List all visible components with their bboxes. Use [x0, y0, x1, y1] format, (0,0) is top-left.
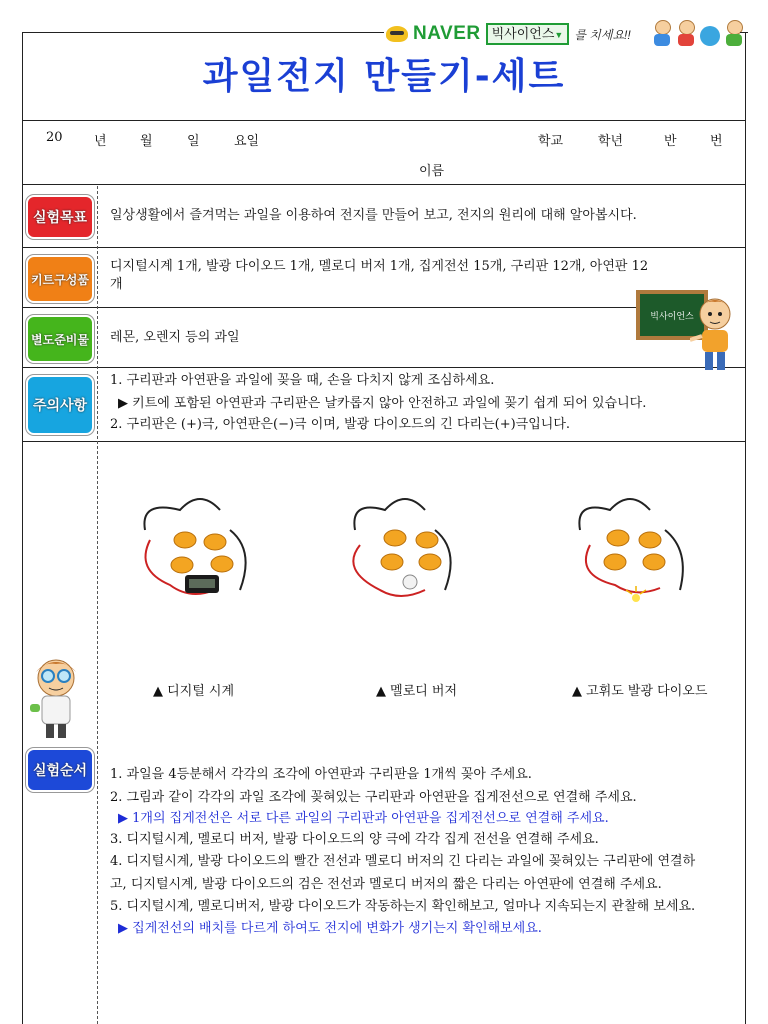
tagline: 를 치세요!! — [574, 27, 631, 42]
kit-text-line2: 개 — [110, 277, 123, 292]
step-1: 1. 과일을 4등분해서 각각의 조각에 아연판과 구리판을 1개씩 꽂아 주세요. — [110, 767, 532, 782]
school-label: 학교 — [538, 134, 564, 149]
naver-logo: NAVER — [413, 23, 481, 44]
caption-led: ▲ 고휘도 발광 다이오드 — [572, 684, 708, 699]
step-4-line2: 고, 디지털시계, 발광 다이오드의 검은 전선과 멜로디 버저의 짧은 다리는 아연판에 연결해 주세요. — [110, 877, 662, 892]
goal-badge: 실험목표 — [26, 195, 94, 239]
kids-illustration — [652, 16, 748, 46]
bee-icon — [386, 26, 408, 42]
caption-melody-buzzer: ▲ 멜로디 버저 — [376, 684, 458, 699]
led-photo — [570, 490, 700, 620]
caution-line1: 1. 구리판과 아연판을 과일에 꽂을 때, 손을 다치지 않게 조심하세요. — [110, 373, 495, 388]
goal-text: 일상생활에서 즐겨먹는 과일을 이용하여 전지를 만들어 보고, 전지의 원리에 대해 알아봅시다. — [110, 208, 637, 223]
year-prefix: 20 — [46, 130, 63, 145]
extra-badge: 별도준비물 — [26, 315, 94, 363]
grade-label: 학년 — [598, 134, 624, 149]
page-title: 과일전지 만들기-세트 — [202, 56, 566, 97]
number-label: 번 — [710, 134, 723, 149]
kit-badge: 키트구성품 — [26, 255, 94, 303]
kit-text-line1: 디지털시계 1개, 발광 다이오드 1개, 멜로디 버저 1개, 집게전선 15개, 구리판 12개, 아연판 12 — [110, 259, 649, 274]
day-label: 일 — [187, 134, 200, 149]
class-label: 반 — [664, 134, 677, 149]
kid-icon — [652, 20, 672, 46]
step-3: 3. 디지털시계, 멜로디 버저, 발광 다이오드의 양 극에 각각 집게 전선을 연결해 주세요. — [110, 832, 599, 847]
scientist-kid-illustration — [690, 294, 740, 372]
procedure-badge: 실험순서 — [26, 748, 94, 792]
goggles-scientist-illustration — [24, 656, 92, 740]
caution-badge: 주의사항 — [26, 375, 94, 435]
month-label: 월 — [140, 134, 153, 149]
kid-icon — [724, 20, 744, 46]
weekday-label: 요일 — [234, 134, 260, 149]
search-keyword-box: 빅사이언스▼ — [486, 23, 570, 45]
step-2: 2. 그림과 같이 각각의 과일 조각에 꽂혀있는 구리판과 아연판을 집게전선으로 연결해 주세요. — [110, 790, 637, 805]
melody-buzzer-photo — [330, 490, 460, 620]
extra-text: 레몬, 오렌지 등의 과일 — [110, 330, 240, 345]
name-label: 이름 — [419, 164, 445, 179]
caution-line3: 2. 구리판은 (+)극, 아연판은(−)극 이며, 발광 다이오드의 긴 다리는(+)극입니다. — [110, 417, 571, 432]
step-5: 5. 디지털시계, 멜로디버저, 발광 다이오드가 작동하는지 확인해보고, 얼마나 지속되는지 관찰해 보세요. — [110, 899, 696, 914]
chalkboard-label: 빅사이언스 — [650, 311, 694, 322]
caution-line2: ▶ 키트에 포함된 아연판과 구리판은 날카롭지 않아 안전하고 과일에 꽂기 쉽게 되어 있습니다. — [118, 396, 647, 411]
naver-banner — [386, 22, 631, 46]
kid-icon — [676, 20, 696, 46]
digital-clock-photo — [130, 490, 260, 620]
globe-icon — [700, 26, 720, 46]
step-4-line1: 4. 디지털시계, 발광 다이오드의 빨간 전선과 멜로디 버저의 긴 다리는 과일에 꽂혀있는 구리판에 연결하 — [110, 854, 696, 869]
caption-digital-clock: ▲ 디지털 시계 — [153, 684, 235, 699]
step-2-note: ▶ 1개의 집게전선은 서로 다른 과일의 구리판과 아연판을 집게전선으로 연결해 주세요. — [118, 811, 609, 826]
year-label: 년 — [94, 134, 107, 149]
step-5-note: ▶ 집게전선의 배치를 다르게 하여도 전지에 변화가 생기는지 확인해보세요. — [118, 921, 542, 936]
